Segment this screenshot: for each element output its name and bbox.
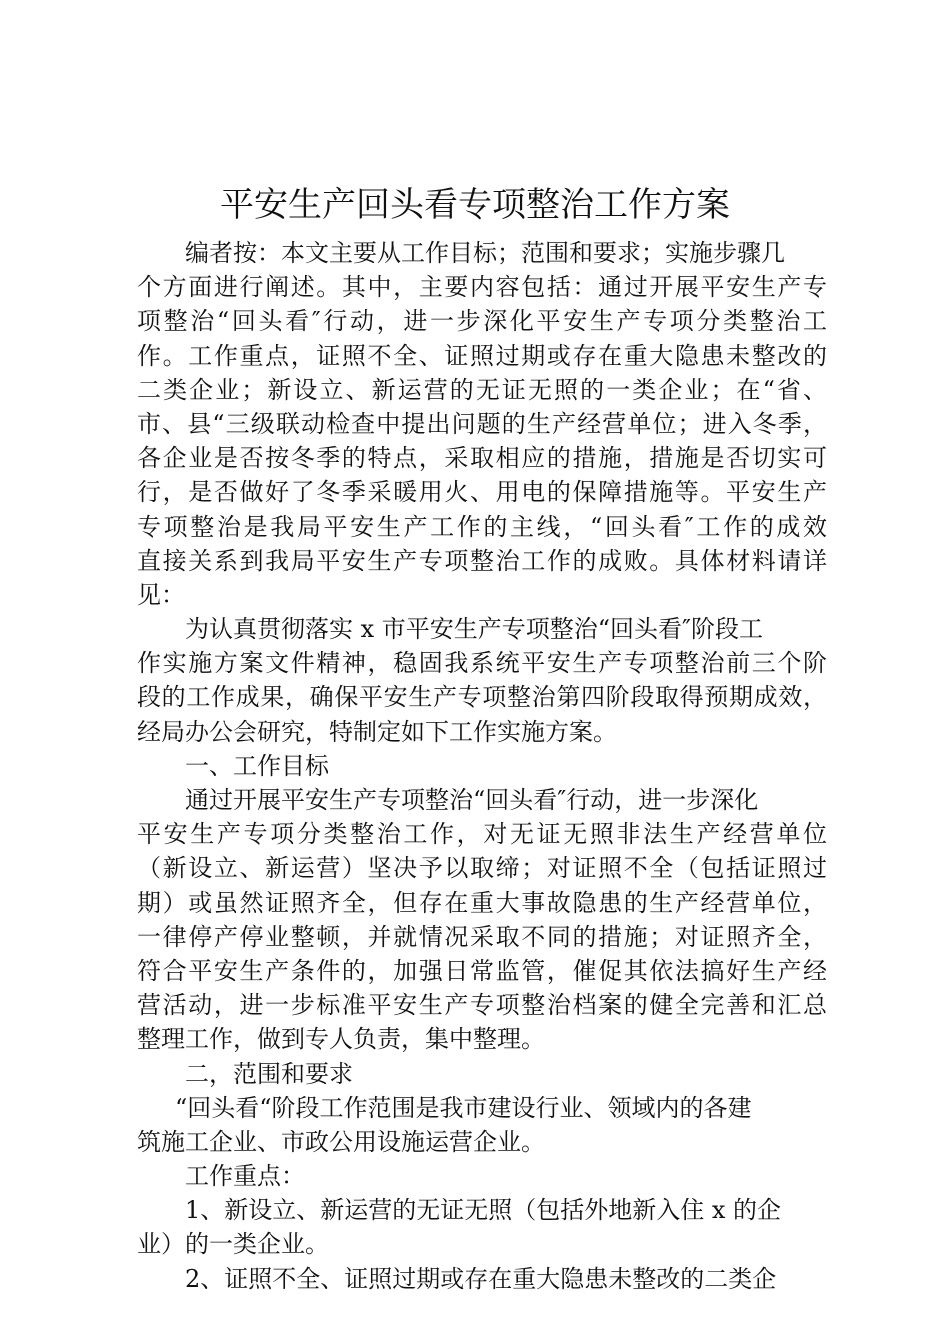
text-line: 符合平安生产条件的，加强日常监管，催促其依法搞好生产经 — [137, 956, 827, 985]
text-line: 营活动，进一步标准平安生产专项整治档案的健全完善和汇总 — [137, 991, 827, 1020]
text-line: （新设立、新运营）坚决予以取缔；对证照不全（包括证照过 — [137, 854, 827, 883]
text-line: 整理工作，做到专人负责，集中整理。 — [137, 1025, 545, 1054]
text-line: 业）的一类企业。 — [137, 1230, 329, 1259]
text-line: 专项整治是我局平安生产工作的主线，“回头看″工作的成效 — [137, 512, 827, 541]
text-line: 期）或虽然证照齐全，但存在重大事故隐患的生产经营单位， — [137, 888, 827, 917]
text-line: 行，是否做好了冬季采暖用火、用电的保障措施等。平安生产 — [137, 478, 827, 507]
text-line: 个方面进行阐述。其中，主要内容包括：通过开展平安生产专 — [137, 273, 827, 302]
text-line: 二类企业；新设立、新运营的无证无照的一类企业；在“省、 — [137, 375, 827, 404]
document-body — [137, 236, 827, 1296]
list-item: 1、新设立、新运营的无证无照（包括外地新入住 x 的企 — [185, 1196, 782, 1225]
text-line: 市、县“三级联动检查中提出问题的生产经营单位；进入冬季， — [137, 409, 827, 438]
document-title: 平安生产回头看专项整治工作方案 — [220, 185, 730, 225]
text-line: 作实施方案文件精神，稳固我系统平安生产专项整治前三个阶 — [137, 649, 827, 678]
text-line: 见： — [137, 580, 185, 609]
text-line: 作。工作重点，证照不全、证照过期或存在重大隐患未整改的 — [137, 341, 827, 370]
text-line: 直接关系到我局平安生产专项整治工作的成败。具体材料请详 — [137, 546, 827, 575]
text-line: 为认真贯彻落实 x 市平安生产专项整治“回头看″阶段工 — [185, 615, 764, 644]
section-heading: 一、工作目标 — [185, 751, 329, 780]
text-line: 各企业是否按冬季的特点，采取相应的措施，措施是否切实可 — [137, 444, 827, 473]
text-line: 项整治“回头看″行动，进一步深化平安生产专项分类整治工 — [137, 307, 827, 336]
text-line: “回头看“阶段工作范围是我市建设行业、领域内的各建 — [175, 1093, 752, 1122]
text-line: 筑施工企业、市政公用设施运营企业。 — [137, 1127, 545, 1156]
text-line: 平安生产专项分类整治工作，对无证无照非法生产经营单位 — [137, 820, 827, 849]
section-heading: 二，范围和要求 — [185, 1059, 353, 1088]
text-line: 一律停产停业整顿，并就情况采取不同的措施；对证照齐全， — [137, 922, 827, 951]
text-line: 经局办公会研究，特制定如下工作实施方案。 — [137, 717, 617, 746]
list-item: 2、证照不全、证照过期或存在重大隐患未整改的二类企 — [185, 1264, 777, 1293]
text-line: 工作重点： — [185, 1162, 305, 1191]
text-line: 段的工作成果，确保平安生产专项整治第四阶段取得预期成效， — [137, 683, 827, 712]
text-line: 通过开展平安生产专项整治“回头看″行动，进一步深化 — [185, 786, 759, 814]
text-line: 编者按：本文主要从工作目标；范围和要求；实施步骤几 — [185, 239, 785, 267]
